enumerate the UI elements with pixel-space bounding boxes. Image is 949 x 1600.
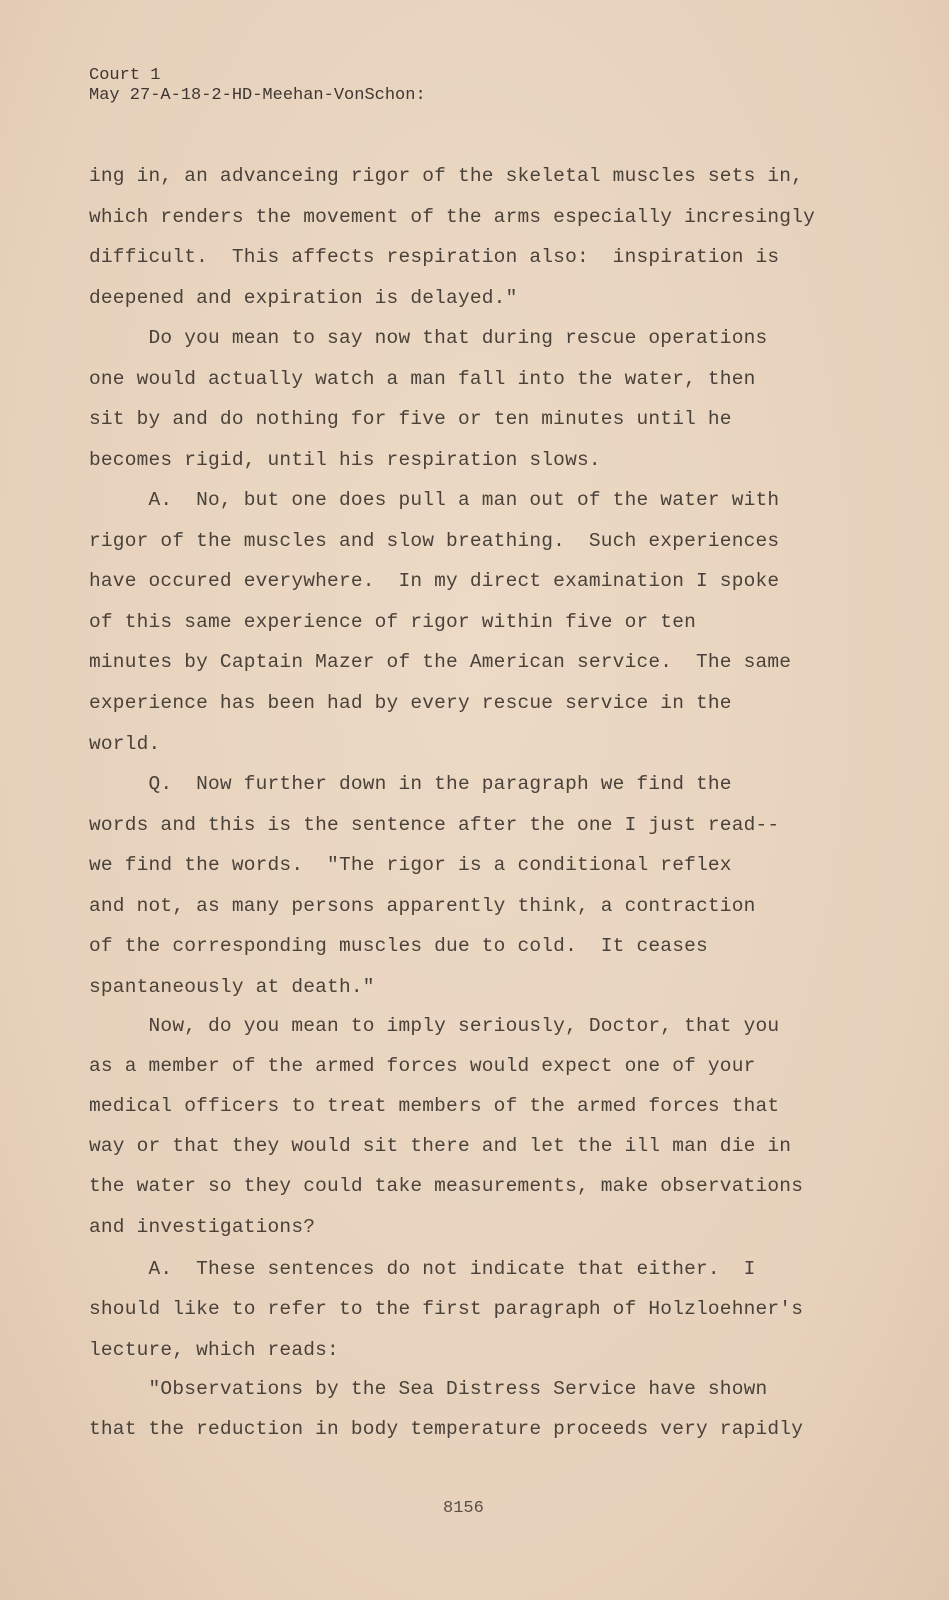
- text-line: have occured everywhere. In my direct examination I spoke: [89, 570, 780, 592]
- text-line: we find the words. "The rigor is a conditional reflex: [89, 854, 732, 876]
- text-line: of this same experience of rigor within five or ten: [89, 611, 696, 633]
- text-line: rigor of the muscles and slow breathing. Such experiences: [89, 530, 780, 552]
- text-line: minutes by Captain Mazer of the American service. The same: [89, 651, 792, 673]
- text-line: becomes rigid, until his respiration slows.: [89, 449, 601, 471]
- text-line: and not, as many persons apparently think, a contraction: [89, 895, 756, 917]
- text-line: the water so they could take measurements, make observations: [89, 1175, 804, 1197]
- text-line: Now, do you mean to imply seriously, Doctor, that you: [89, 1015, 780, 1037]
- text-line: way or that they would sit there and let the ill man die in: [89, 1135, 792, 1157]
- text-line: A. These sentences do not indicate that either. I: [89, 1258, 756, 1280]
- text-line: medical officers to treat members of the armed forces that: [89, 1095, 780, 1117]
- text-line: should like to refer to the first paragraph of Holzloehner's: [89, 1298, 804, 1320]
- text-line: "Observations by the Sea Distress Service have shown: [89, 1378, 768, 1400]
- text-line: and investigations?: [89, 1216, 316, 1238]
- header-court: Court 1: [89, 66, 161, 85]
- text-line: which renders the movement of the arms especially incresingly: [89, 206, 816, 228]
- text-line: that the reduction in body temperature proceeds very rapidly: [89, 1418, 804, 1440]
- text-line: as a member of the armed forces would expect one of your: [89, 1055, 756, 1077]
- text-line: difficult. This affects respiration also: inspiration is: [89, 246, 780, 268]
- text-line: ing in, an advanceing rigor of the skeletal muscles sets in,: [89, 165, 804, 187]
- text-line: world.: [89, 733, 161, 755]
- text-line: Do you mean to say now that during rescue operations: [89, 327, 768, 349]
- text-line: deepened and expiration is delayed.": [89, 287, 518, 309]
- text-line: one would actually watch a man fall into the water, then: [89, 368, 756, 390]
- text-line: Q. Now further down in the paragraph we find the: [89, 773, 732, 795]
- text-line: of the corresponding muscles due to cold. It ceases: [89, 935, 708, 957]
- text-line: words and this is the sentence after the one I just read--: [89, 814, 780, 836]
- text-line: lecture, which reads:: [89, 1339, 339, 1361]
- page-number: 8156: [443, 1499, 484, 1518]
- header-docket: May 27-A-18-2-HD-Meehan-VonSchon:: [89, 86, 426, 105]
- text-line: spantaneously at death.": [89, 976, 375, 998]
- text-line: sit by and do nothing for five or ten minutes until he: [89, 408, 732, 430]
- text-line: experience has been had by every rescue service in the: [89, 692, 732, 714]
- text-line: A. No, but one does pull a man out of the water with: [89, 489, 780, 511]
